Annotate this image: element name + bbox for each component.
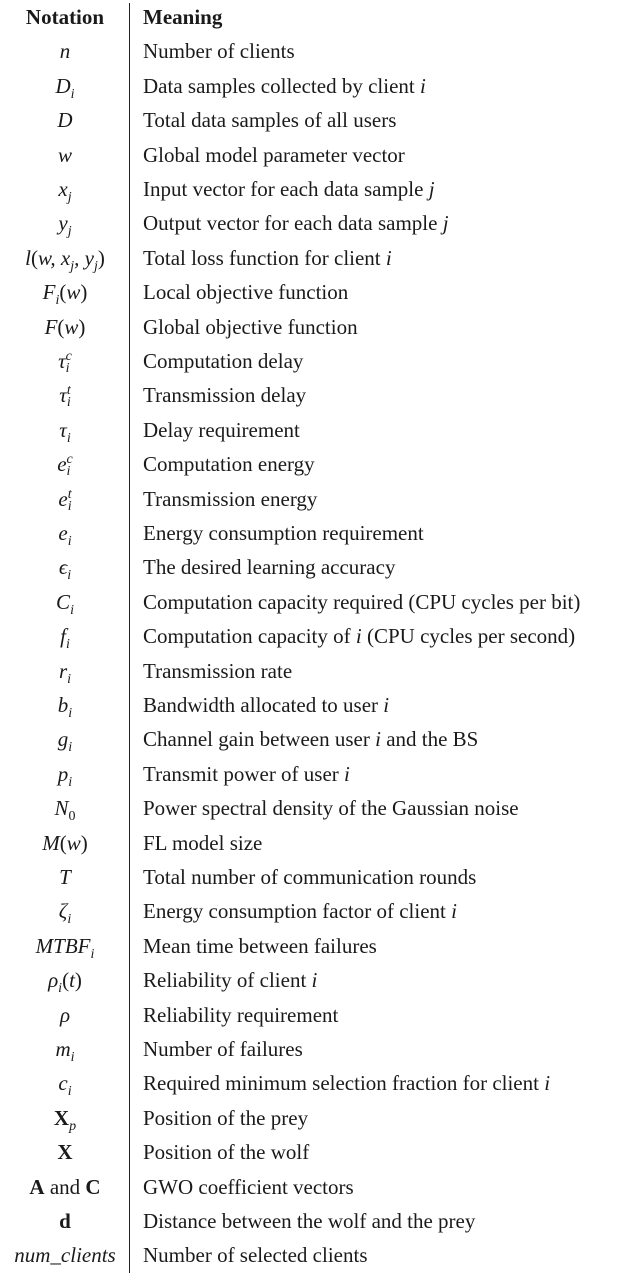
notation-cell: d [59,1209,71,1233]
table-row [0,1066,640,1100]
notation-cell: n [59,39,71,64]
notation-cell: num_clients [14,1243,116,1268]
table-row [0,241,640,275]
table-row [0,516,640,550]
notation-cell: ec i [57,452,73,480]
header-meaning: Meaning [143,5,223,29]
table-row [0,1238,640,1272]
table-row [0,791,640,825]
notation-cell: τc i [58,349,72,376]
table-row [0,860,640,894]
meaning-cell: Energy consumption requirement [143,521,424,545]
table-row [0,550,640,584]
notation-cell: M(w) [42,830,88,855]
notation-cell: $f_i$ [60,624,70,653]
meaning-cell: Total number of communication rounds [143,865,477,889]
notation-cell: $c_i$ [58,1071,72,1100]
notation-cell: et i [58,486,72,514]
notation-cell: $\rho_i(t)$ [48,968,82,997]
table-row [0,1204,640,1238]
table-row [0,344,640,378]
meaning-cell: Position of the prey [143,1105,309,1130]
meaning-cell: Computation delay [143,349,304,373]
table-row [0,103,640,137]
table-row [0,34,640,68]
table-row [0,310,640,344]
meaning-cell: Mean time between failures [143,933,377,958]
meaning-cell: Bandwidth allocated to user i [143,693,390,717]
table-row [0,275,640,309]
meaning-cell: Number of selected clients [143,1243,368,1268]
table-row [0,447,640,481]
table-row [0,929,640,963]
notation-cell: T [59,865,71,889]
notation-cell: $m_i$ [55,1037,75,1066]
meaning-cell: Total data samples of all users [143,108,397,133]
notation-cell: $\tau_i$ [59,417,71,446]
meaning-cell: Transmission delay [143,383,307,408]
meaning-cell: Energy consumption factor of client i [143,899,457,924]
table-row [0,619,640,653]
notation-cell: w [57,142,72,167]
meaning-cell: Position of the wolf [143,1140,310,1165]
meaning-cell: Number of clients [143,39,295,64]
meaning-cell: Computation energy [143,452,315,477]
meaning-cell: Output vector for each data sample j [143,211,449,236]
notation-cell: $D_i$ [55,73,75,102]
table-row [0,1170,640,1204]
notation-cell: X [57,1140,73,1165]
meaning-cell: Transmission rate [143,658,293,683]
table-row [0,378,640,412]
notation-cell: $\epsilon_i$ [58,555,72,584]
notation-cell: $F_i(w)$ [42,280,88,309]
meaning-cell: Global objective function [143,314,358,339]
notation-cell: $b_i$ [57,693,73,722]
table-row [0,482,640,516]
notation-cell: $X_p$ [53,1105,77,1134]
table-row [0,654,640,688]
table-row [0,1135,640,1169]
meaning-cell: Transmit power of user i [143,761,350,786]
table-row [0,722,640,756]
meaning-cell: Required minimum selection fraction for client i [143,1071,551,1096]
table-row [0,206,640,240]
header-row [0,0,640,34]
meaning-cell: The desired learning accuracy [143,555,396,580]
meaning-cell: Computation capacity of i (CPU cycles per second) [143,624,576,649]
meaning-cell: Input vector for each data sample j [143,177,435,201]
table-row [0,413,640,447]
notation-cell: l(w, $x_j$, $y_j$) [25,245,105,274]
notation-cell: $y_j$ [58,211,72,240]
notation-cell: $e_i$ [58,521,72,550]
meaning-cell: Channel gain between user i and the BS [143,727,479,752]
table-row [0,826,640,860]
meaning-cell: Transmission energy [143,486,318,511]
table-row [0,998,640,1032]
notation-cell: $g_i$ [57,727,73,756]
table-row [0,172,640,206]
meaning-cell: Delay requirement [143,417,300,442]
meaning-cell: Data samples collected by client i [143,73,426,98]
meaning-cell: Computation capacity required (CPU cycles per bit) [143,589,581,614]
meaning-cell: Local objective function [143,280,349,305]
meaning-cell: Distance between the wolf and the prey [143,1209,476,1233]
table-row [0,585,640,619]
notation-cell: $p_i$ [57,761,73,790]
meaning-cell: Number of failures [143,1037,303,1061]
notation-cell: $x_j$ [58,177,72,206]
table-row [0,688,640,722]
notation-cell: $r_i$ [58,658,72,687]
notation-cell: D [57,108,73,133]
meaning-cell: Reliability of client i [143,968,318,993]
notation-cell: A and C [29,1174,101,1199]
notation-cell: $\zeta_i$ [58,899,72,928]
table-row [0,963,640,997]
notation-cell: τt i [59,383,71,411]
table-row [0,138,640,172]
notation-cell: $C_i$ [56,589,74,618]
notation-cell: $MTBF_i$ [35,933,95,962]
meaning-cell: Power spectral density of the Gaussian noise [143,796,519,821]
meaning-cell: GWO coefficient vectors [143,1174,354,1199]
meaning-cell: Total loss function for client i [143,245,392,270]
table-row [0,894,640,928]
meaning-cell: Global model parameter vector [143,142,405,167]
header-notation: Notation [25,5,105,29]
notation-cell: ρ [59,1002,71,1027]
notation-cell: $N_0$ [54,796,76,825]
meaning-cell: FL model size [143,830,263,855]
table-row [0,69,640,103]
notation-cell: F(w) [44,314,86,339]
table-row [0,757,640,791]
table-row [0,1101,640,1135]
meaning-cell: Reliability requirement [143,1002,339,1027]
table-row [0,1032,640,1066]
